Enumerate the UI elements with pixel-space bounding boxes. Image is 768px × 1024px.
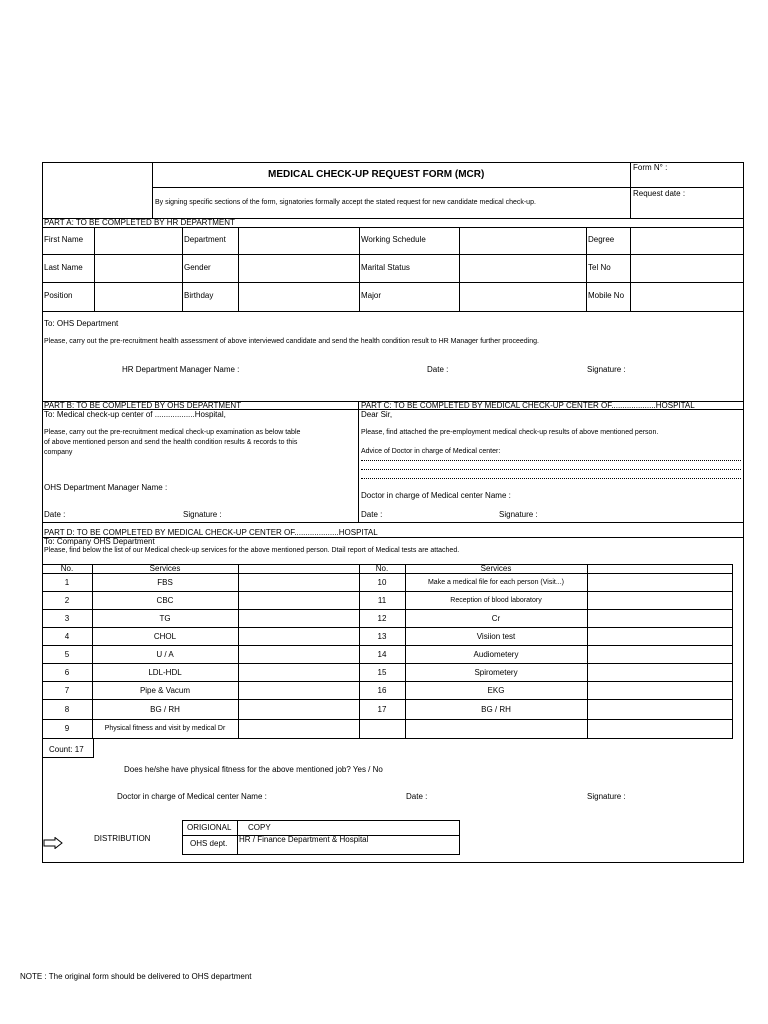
right-row-no: 15: [377, 668, 387, 677]
tel-no-label: Tel No: [588, 263, 611, 272]
distribution-table-bottom: [182, 854, 460, 855]
right-row-no: 12: [377, 614, 387, 623]
birthday-label: Birthday: [184, 291, 214, 300]
part-b-line3: company: [44, 449, 73, 456]
left-row-no: 4: [64, 632, 70, 641]
left-row-no: 7: [64, 686, 70, 695]
first-name-label: First Name: [44, 235, 84, 244]
left-row-service: FBS: [157, 578, 173, 587]
part-c-doctor-name-label: Doctor in charge of Medical center Name :: [361, 491, 511, 500]
department-label: Department: [184, 235, 226, 244]
part-d-date-label: Date :: [406, 792, 428, 801]
distribution-table-top: [182, 820, 460, 821]
part-a-heading: PART A: TO BE COMPLETED BY HR DEPARTMENT: [44, 218, 235, 227]
hr-manager-name-label: HR Department Manager Name :: [122, 365, 240, 374]
right-row-service: Audiometery: [473, 650, 519, 659]
left-row-no: 3: [64, 614, 70, 623]
footer-note: NOTE : The original form should be delivered to OHS department: [20, 972, 252, 981]
services-row-line-8: [42, 719, 733, 720]
right-row-no: 14: [377, 650, 387, 659]
services-row-line-6: [42, 681, 733, 682]
part-d-top-line: [42, 522, 744, 523]
right-row-no: 16: [377, 686, 387, 695]
part-a-row-line-1: [42, 254, 744, 255]
part-bc-divider: [358, 401, 359, 522]
left-row-service: TG: [159, 614, 171, 623]
frame-bottom: [42, 862, 744, 863]
form-title: MEDICAL CHECK-UP REQUEST FORM (MCR): [268, 169, 485, 180]
advice-dotted-line-1: [361, 460, 741, 461]
distribution-ohs: OHS dept.: [190, 839, 228, 848]
part-a-col-3: [238, 227, 239, 311]
part-a-col-5: [459, 227, 460, 311]
part-b-signature-label: Signature :: [183, 510, 222, 519]
left-row-no: 8: [64, 705, 70, 714]
services-row-line-5: [42, 663, 733, 664]
gender-label: Gender: [184, 263, 211, 272]
distribution-copy: COPY: [248, 823, 271, 832]
distribution-col-1: [182, 820, 183, 855]
services-row-line-3: [42, 627, 733, 628]
right-row-service: BG / RH: [481, 705, 511, 714]
right-row-service: Visiion test: [476, 632, 516, 641]
left-row-service: U / A: [156, 650, 174, 659]
services-row-line-1: [42, 591, 733, 592]
services-count: Count: 17: [49, 745, 84, 754]
arrow-right-icon: [43, 837, 63, 849]
distribution-col-3: [459, 820, 460, 855]
header-right-divider: [630, 162, 631, 218]
services-row-line-7: [42, 699, 733, 700]
part-d-doctor-name-label: Doctor in charge of Medical center Name :: [117, 792, 267, 801]
part-a-to: To: OHS Department: [44, 319, 119, 328]
part-a-heading-line: [42, 227, 744, 228]
right-row-no: 10: [377, 578, 387, 587]
right-row-no: 17: [377, 705, 387, 714]
left-row-service: CHOL: [153, 632, 177, 641]
left-row-no: 2: [64, 596, 70, 605]
left-row-service: Physical fitness and visit by medical Dr: [104, 725, 226, 732]
left-row-service: BG / RH: [150, 705, 180, 714]
part-c-heading: PART C: TO BE COMPLETED BY MEDICAL CHECK-UP CENTER OF....................HOSPITAL: [361, 401, 695, 410]
col-services-left: Services: [149, 564, 181, 573]
col-no-left: No.: [60, 564, 74, 573]
part-d-intro: Please, find below the list of our Medical check-up services for the above mentioned person. Dtail report of Medical tests are attached.: [44, 547, 460, 554]
part-b-line1: Please, carry out the pre-recruitment medical check-up examination as below table: [44, 429, 301, 436]
right-row-service: EKG: [487, 686, 505, 695]
right-row-service: Reception of blood laboratory: [450, 597, 542, 604]
frame-right: [743, 162, 744, 863]
request-date-label: Request date :: [633, 189, 686, 198]
count-box-right: [93, 738, 94, 758]
part-d-to: To: Company OHS Department: [44, 537, 155, 546]
right-row-service: Cr: [491, 614, 501, 623]
part-b-line2: of above mentioned person and send the health condition results & records to this: [44, 439, 298, 446]
major-label: Major: [361, 291, 382, 300]
left-row-service: CBC: [156, 596, 174, 605]
services-table-bottom: [42, 738, 733, 739]
advice-dotted-line-2: [361, 469, 741, 470]
ohs-manager-name-label: OHS Department Manager Name :: [44, 483, 168, 492]
last-name-label: Last Name: [44, 263, 83, 272]
mobile-no-label: Mobile No: [588, 291, 625, 300]
header-mid-line: [152, 187, 744, 188]
part-a-signature-label: Signature :: [587, 365, 626, 374]
distribution-hr: HR / Finance Department & Hospital: [239, 835, 369, 844]
right-row-no: 11: [377, 596, 387, 605]
services-col-2: [238, 564, 239, 738]
part-b-date-label: Date :: [44, 510, 66, 519]
position-label: Position: [44, 291, 73, 300]
part-a-col-4: [359, 227, 360, 311]
services-col-5: [587, 564, 588, 738]
count-box-bottom: [42, 757, 94, 758]
part-a-request: Please, carry out the pre-recruitment health assessment of above interviewed candidate and send the health condition result to HR Manager further proceeding.: [44, 338, 539, 345]
right-row-service: Spirometery: [474, 668, 518, 677]
marital-status-label: Marital Status: [361, 263, 410, 272]
services-header-line: [42, 573, 733, 574]
part-d-heading: PART D: TO BE COMPLETED BY MEDICAL CHECK-UP CENTER OF....................HOSPITAL: [44, 528, 378, 537]
left-row-no: 5: [64, 650, 70, 659]
part-a-col-6: [586, 227, 587, 311]
part-a-col-7: [630, 227, 631, 311]
degree-label: Degree: [588, 235, 615, 244]
left-row-no: 1: [64, 578, 70, 587]
distribution-label: DISTRIBUTION: [94, 834, 151, 843]
part-b-heading: PART B: TO BE COMPLETED BY OHS DEPARTMENT: [44, 401, 242, 410]
part-c-greeting: Dear Sir,: [361, 410, 393, 419]
left-row-no: 9: [64, 724, 70, 733]
part-a-row-line-2: [42, 282, 744, 283]
distribution-col-2: [237, 820, 238, 855]
part-c-signature-label: Signature :: [499, 510, 538, 519]
part-a-row-line-3: [42, 311, 744, 312]
left-row-service: Pipe & Vacum: [139, 686, 191, 695]
working-schedule-label: Working Schedule: [361, 235, 426, 244]
part-a-col-1: [94, 227, 95, 311]
left-row-no: 6: [64, 668, 70, 677]
services-row-line-2: [42, 609, 733, 610]
advice-dotted-line-3: [361, 478, 741, 479]
right-row-no: 13: [377, 632, 387, 641]
part-a-col-2: [182, 227, 183, 311]
part-b-to: To: Medical check-up center of ..................Hospital,: [44, 410, 226, 419]
part-d-signature-label: Signature :: [587, 792, 626, 801]
right-row-service: Make a medical file for each person (Visit...): [427, 579, 565, 586]
col-services-right: Services: [480, 564, 512, 573]
fitness-question: Does he/she have physical fitness for the above mentioned job? Yes / No: [124, 765, 383, 774]
col-no-right: No.: [375, 564, 389, 573]
form-intro: By signing specific sections of the form, signatories formally accept the stated request for new candidate medical check-up.: [155, 199, 536, 206]
distribution-original: ORIGIONAL: [187, 823, 232, 832]
part-c-advice: Advice of Doctor in charge of Medical center:: [361, 448, 501, 455]
left-row-service: LDL-HDL: [148, 668, 182, 677]
services-col-6: [732, 564, 733, 738]
services-row-line-4: [42, 645, 733, 646]
part-a-date-label: Date :: [427, 365, 449, 374]
part-c-attached: Please, find attached the pre-employment medical check-up results of above mentioned person.: [361, 429, 659, 436]
part-c-date-label: Date :: [361, 510, 383, 519]
form-no-label: Form N° :: [633, 163, 668, 172]
logo-box-divider: [152, 162, 153, 218]
